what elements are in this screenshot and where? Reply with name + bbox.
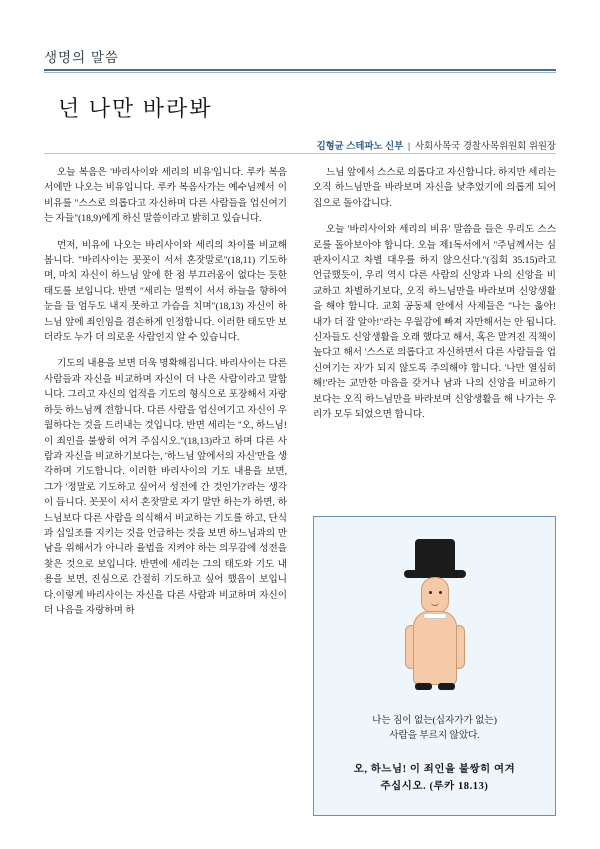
page-title: 넌 나만 바라봐 xyxy=(58,96,213,121)
paragraph: 오늘 '바리사이와 세리의 비유' 말씀을 들은 우리도 스스로를 돌아보아야 합니다. 오늘 제1독서에서 "주님께서는 심판자이시고 차별 대우를 하지 않으신다."(집회 35.15)라고 언급했듯이, 우리 역시 다른 사람의 신앙과 나의 신앙을 비교하고 차별하기보다, 오직 하느님만을 바라보며 신앙생활을 해야 합니다. 교회 공동체 안에서 사제들은 "나는 옳아! 내가 더 잘 알아!"라는 우월감에 빠져 자만해서는 안 됩니다. 신자들도 신앙생활을 오래 했다고 해서, 혹은 맡겨진 직책이 높다고 해서 '스스로 의롭다고 자신하면서 다른 사람들을 업신여기는 자'가 되지 않도록 주의해야 합니다. '나만 열심히 해!'라는 교만한 마음을 갖거나 남과 나의 신앙을 비교하기보다는 오직 하느님만을 바라보며 신앙생활을 해 나가는 우리가 모두 되었으면 합니다. xyxy=(313,224,556,421)
byline-author: 김형균 스테파노 신부 xyxy=(316,140,404,151)
eye-left-icon xyxy=(429,591,432,594)
shoe-right-icon xyxy=(438,683,455,690)
robe-icon xyxy=(413,611,457,685)
mouth-icon xyxy=(431,601,439,606)
byline-role: 사회사목국 경찰사목위원회 위원장 xyxy=(414,140,556,151)
byline xyxy=(317,138,556,152)
column-right xyxy=(313,165,556,434)
head-icon xyxy=(421,577,449,613)
paragraph: 오늘 복음은 '바리사이와 세리의 비유'입니다. 루카 복음서에만 나오는 비유입니다. 루카 복음사가는 예수님께서 이 비유를 "스스로 의롭다고 자신하며 다른 사람들을 업신여기는 자들"(18,9)에게 하신 말씀이라고 밝히고 있습니다. xyxy=(44,167,287,225)
eye-right-icon xyxy=(439,591,442,594)
paragraph: 먼저, 비유에 나오는 바리사이와 세리의 차이를 비교해 봅니다. "바리사이는 꼿꼿이 서서 혼잣말로"(18,11) 기도하며, 마치 자신이 하느님 앞에 한 점 부끄러움이 없다는 듯한 태도를 보입니다. 반면 "세리는 멀찍이 서서 하늘을 향하여 눈을 들 엄두도 내지 못하고 가슴을 치며"(18,13) 자신이 하느님 앞에 죄인임을 겸손하게 인정합니다. 이러한 태도만 보더라도 누가 더 의로운 사람인지 알 수 있습니다. xyxy=(44,239,287,344)
caption-line-1: 나는 짐이 없는(십자가가 없는) xyxy=(372,715,497,726)
illustration-box xyxy=(313,516,556,816)
byline-divider xyxy=(44,153,556,154)
masthead-title: 생명의 말씀 xyxy=(44,50,119,65)
hat-icon xyxy=(415,539,455,573)
column-left xyxy=(44,165,287,629)
shoe-left-icon xyxy=(415,683,432,690)
byline-separator: | xyxy=(407,140,411,151)
masthead-rule xyxy=(44,69,556,71)
masthead xyxy=(44,46,556,73)
illustration-caption xyxy=(314,713,555,743)
illustration-verse xyxy=(314,761,555,795)
verse-line-1: 오, 하느님! 이 죄인을 불쌍히 여겨 xyxy=(353,764,516,775)
caption-line-2: 사람을 부르지 않았다. xyxy=(389,730,480,741)
verse-line-2: 주십시오. (루카 18.13) xyxy=(380,781,489,792)
paragraph: 느님 앞에서 스스로 의롭다고 자신합니다. 하지만 세리는 오직 하느님만을 바라보며 자신을 낮추었기에 의롭게 되어 집으로 돌아갑니다. xyxy=(313,167,556,209)
masthead-rule-thin xyxy=(44,72,556,73)
priest-figure-icon xyxy=(385,539,485,699)
illustration-art xyxy=(314,539,555,709)
clerical-collar-icon xyxy=(423,613,447,619)
paragraph: 기도의 내용을 보면 더욱 명확해집니다. 바리사이는 다른 사람들과 자신을 비교하며 자신이 더 나은 사람이라고 말합니다. 그리고 자신의 업적을 기도의 형식으로 포장해서 자랑하듯 하느님께 전합니다. 다른 사람을 업신여기고 자신이 우월하다는 것을 드러내는 것입니다. 반면 세리는 "오, 하느님! 이 죄인을 불쌍히 여겨 주십시오."(18,13)라고 하며 다른 사람과 자신을 비교하기보다는, '하느님 앞에서의 자신'만을 생각하며 기도합니다. 이러한 바리사이의 기도 내용을 보면, 그가 '정말로 기도하고 싶어서 성전에 간 것인가?'라는 생각이 듭니다. 꼿꼿이 서서 혼잣말로 자기 말만 하는가 하면, 하느님보다 다른 사람을 의식해서 비교하는 기도를 하고, 단식과 십일조를 지키는 것을 언급하는 것을 보면 하느님과의 만남을 위해서가 아니라 율법을 지켜야 하는 의무감에 성전을 찾은 것으로 보입니다. 반면에 세리는 그의 태도와 기도 내용을 보면, 진심으로 간절히 기도하고 싶어 했음이 보입니다.이렇게 바리사이는 자신을 다른 사람과 비교하며 자신이 더 나음을 자랑하며 하 xyxy=(44,358,287,616)
